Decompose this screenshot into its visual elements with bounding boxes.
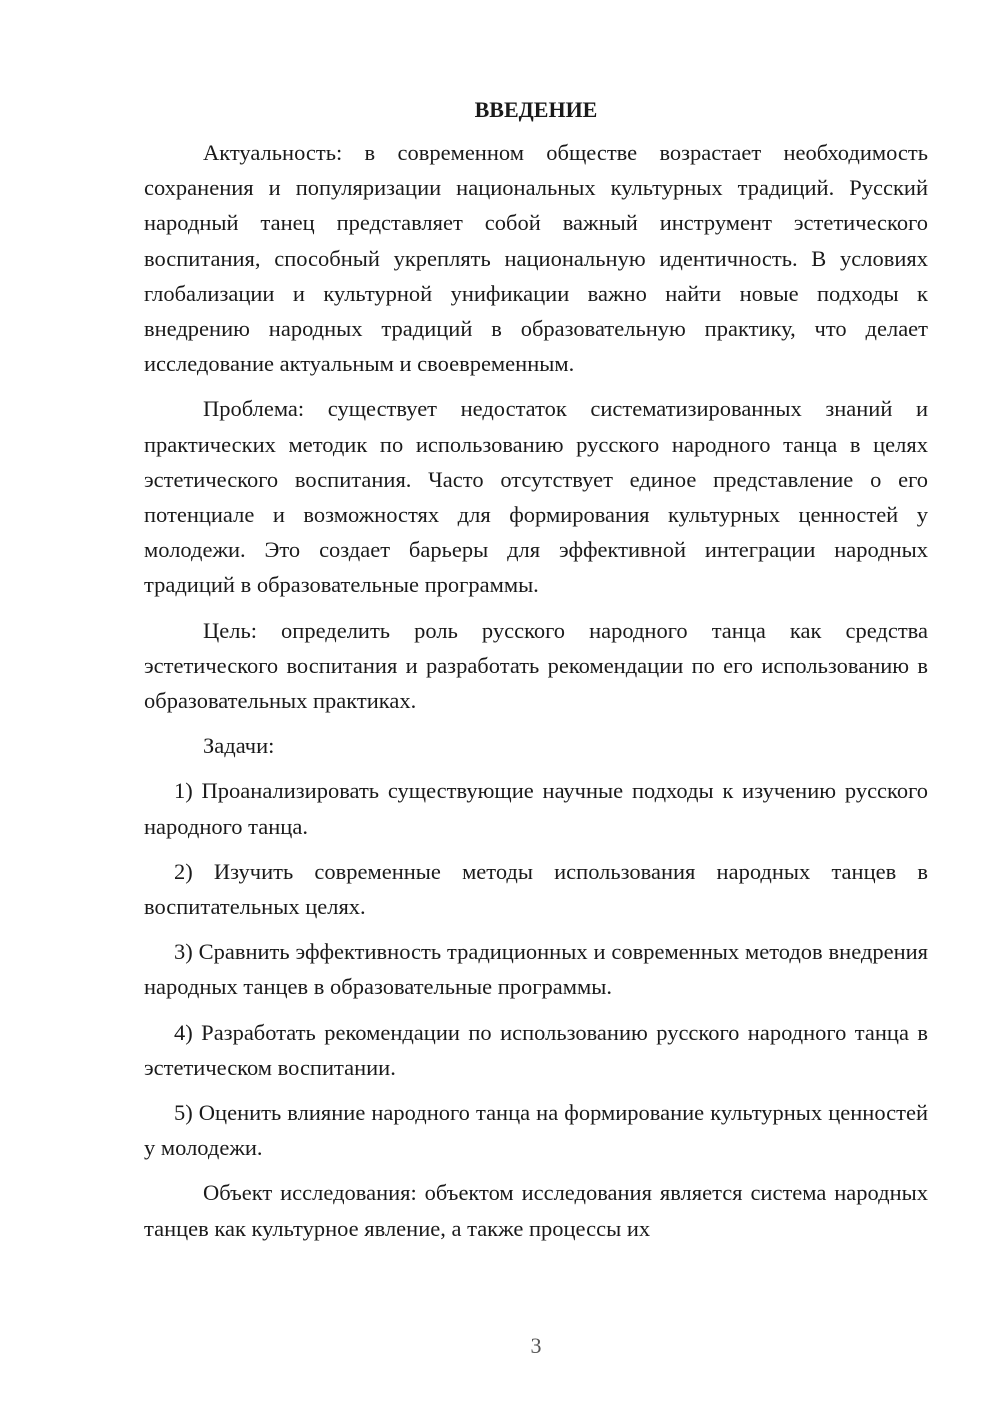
- object-paragraph: Объект исследования: объектом исследования является система народных танцев как культурное явление, а также процессы их: [144, 1180, 928, 1241]
- tasks-label: Задачи:: [203, 733, 275, 759]
- page-content: [144, 95, 928, 1256]
- task-item-4: 4) Разработать рекомендации по использованию русского народного танца в эстетическом воспитании.: [144, 1019, 928, 1080]
- goal-paragraph: Цель: определить роль русского народного танца как средства эстетического воспитания и разработать рекомендации по его использованию в образовательных практиках.: [144, 617, 928, 714]
- page-number: 3: [530, 1333, 542, 1358]
- task-item-2: 2) Изучить современные методы использования народных танцев в воспитательных целях.: [144, 858, 928, 920]
- problem-paragraph: Проблема: существует недостаток систематизированных знаний и практических методик по использованию русского народного танца в целях эстетического воспитания. Часто отсутствует единое представление о его потенциале и возможностях для формирования культурных ценностей у молодежи. Это создает барьеры для эффективной интеграции народных традиций в образовательные программы.: [144, 396, 928, 598]
- task-item-1: 1) Проанализировать существующие научные подходы к изучению русского народного танца.: [144, 778, 928, 839]
- page-heading: ВВЕДЕНИЕ: [474, 97, 598, 122]
- task-item-5: 5) Оценить влияние народного танца на формирование культурных ценностей у молодежи.: [144, 1100, 928, 1161]
- task-item-3: 3) Сравнить эффективность традиционных и современных методов внедрения народных танцев в образовательные программы.: [144, 939, 928, 1000]
- relevance-paragraph: Актуальность: в современном обществе возрастает необходимость сохранения и популяризации национальных культурных традиций. Русский народный танец представляет собой важный инструмент эстетического воспитания, способный укреплять национальную идентичность. В условиях глобализации и культурной унификации важно найти новые подходы к внедрению народных традиций в образовательную практику, что делает исследование актуальным и своевременным.: [144, 140, 928, 377]
